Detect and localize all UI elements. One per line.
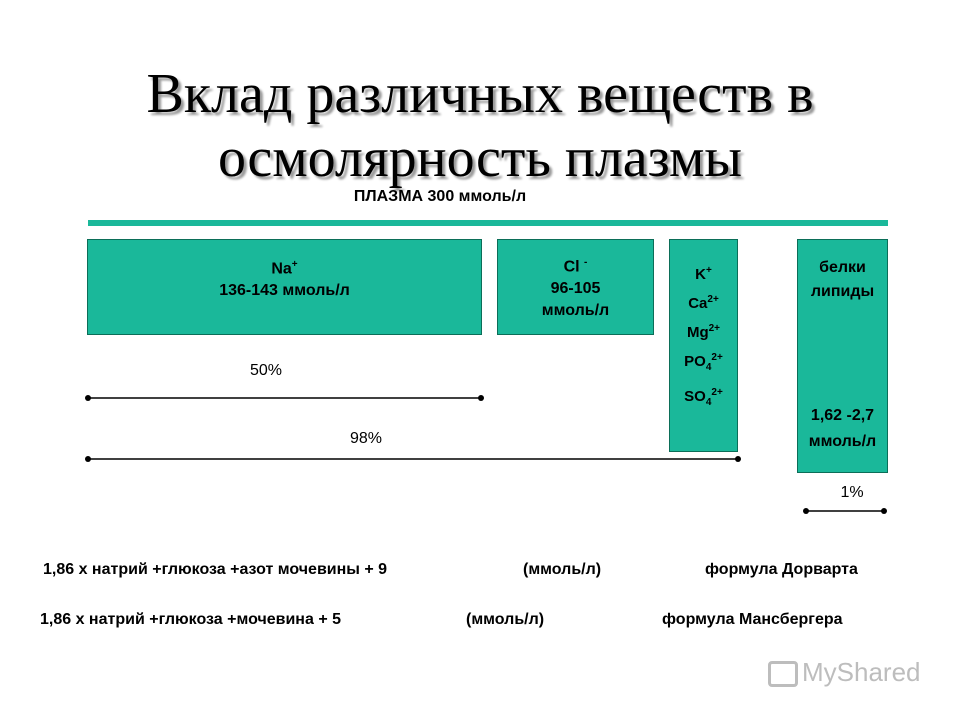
- span-line-1: [803, 508, 887, 514]
- chloride-ion: Cl -: [563, 257, 588, 276]
- calcium-ion: $Ca^{2+}$: [688, 294, 719, 312]
- proteins-value: 1,62 -2,7: [810, 407, 875, 424]
- title-line-1: Вклад различных веществ в: [146, 63, 814, 125]
- sodium-ion: Na+: [271, 259, 298, 278]
- sulfate-ion: $SO_4^{2+}$: [684, 387, 723, 408]
- mansberger-unit: (ммоль/л): [466, 611, 545, 628]
- presentation-icon: [768, 661, 798, 687]
- mansberger-expression: 1,86 х натрий +глюкоза +мочевина + 5: [40, 611, 341, 628]
- sodium-range: 136-143 ммоль/л: [219, 282, 350, 300]
- dorvart-unit: (ммоль/л): [523, 561, 602, 578]
- title-line-2: осмолярность плазмы: [217, 127, 743, 189]
- dorvart-expression: 1,86 х натрий +глюкоза +азот мочевины + 9: [43, 561, 388, 578]
- watermark-logo: [768, 657, 921, 688]
- dorvart-formula-name: формула Дорварта: [705, 561, 858, 578]
- chloride-range: 96-105: [550, 280, 601, 298]
- potassium-ion: K+: [695, 265, 712, 283]
- span-line-50: [85, 395, 484, 401]
- proteins-label: белки: [819, 259, 866, 276]
- magnesium-ion: $Mg^{2+}$: [686, 323, 721, 341]
- span-line-98: [85, 456, 741, 462]
- lipids-label: липиды: [810, 283, 875, 300]
- phosphate-ion: $PO_4^{2+}$: [684, 352, 723, 373]
- watermark-text: MyShared: [802, 657, 921, 687]
- percent-98-label: 98%: [349, 430, 383, 447]
- proteins-unit: ммоль/л: [808, 433, 877, 450]
- percent-50-label: 50%: [249, 362, 283, 379]
- chloride-unit: ммоль/л: [541, 302, 610, 320]
- percent-1-label: 1%: [840, 484, 864, 501]
- plasma-label: ПЛАЗМА 300 ммоль/л: [353, 188, 527, 205]
- mansberger-formula-name: формула Мансбергера: [662, 611, 843, 628]
